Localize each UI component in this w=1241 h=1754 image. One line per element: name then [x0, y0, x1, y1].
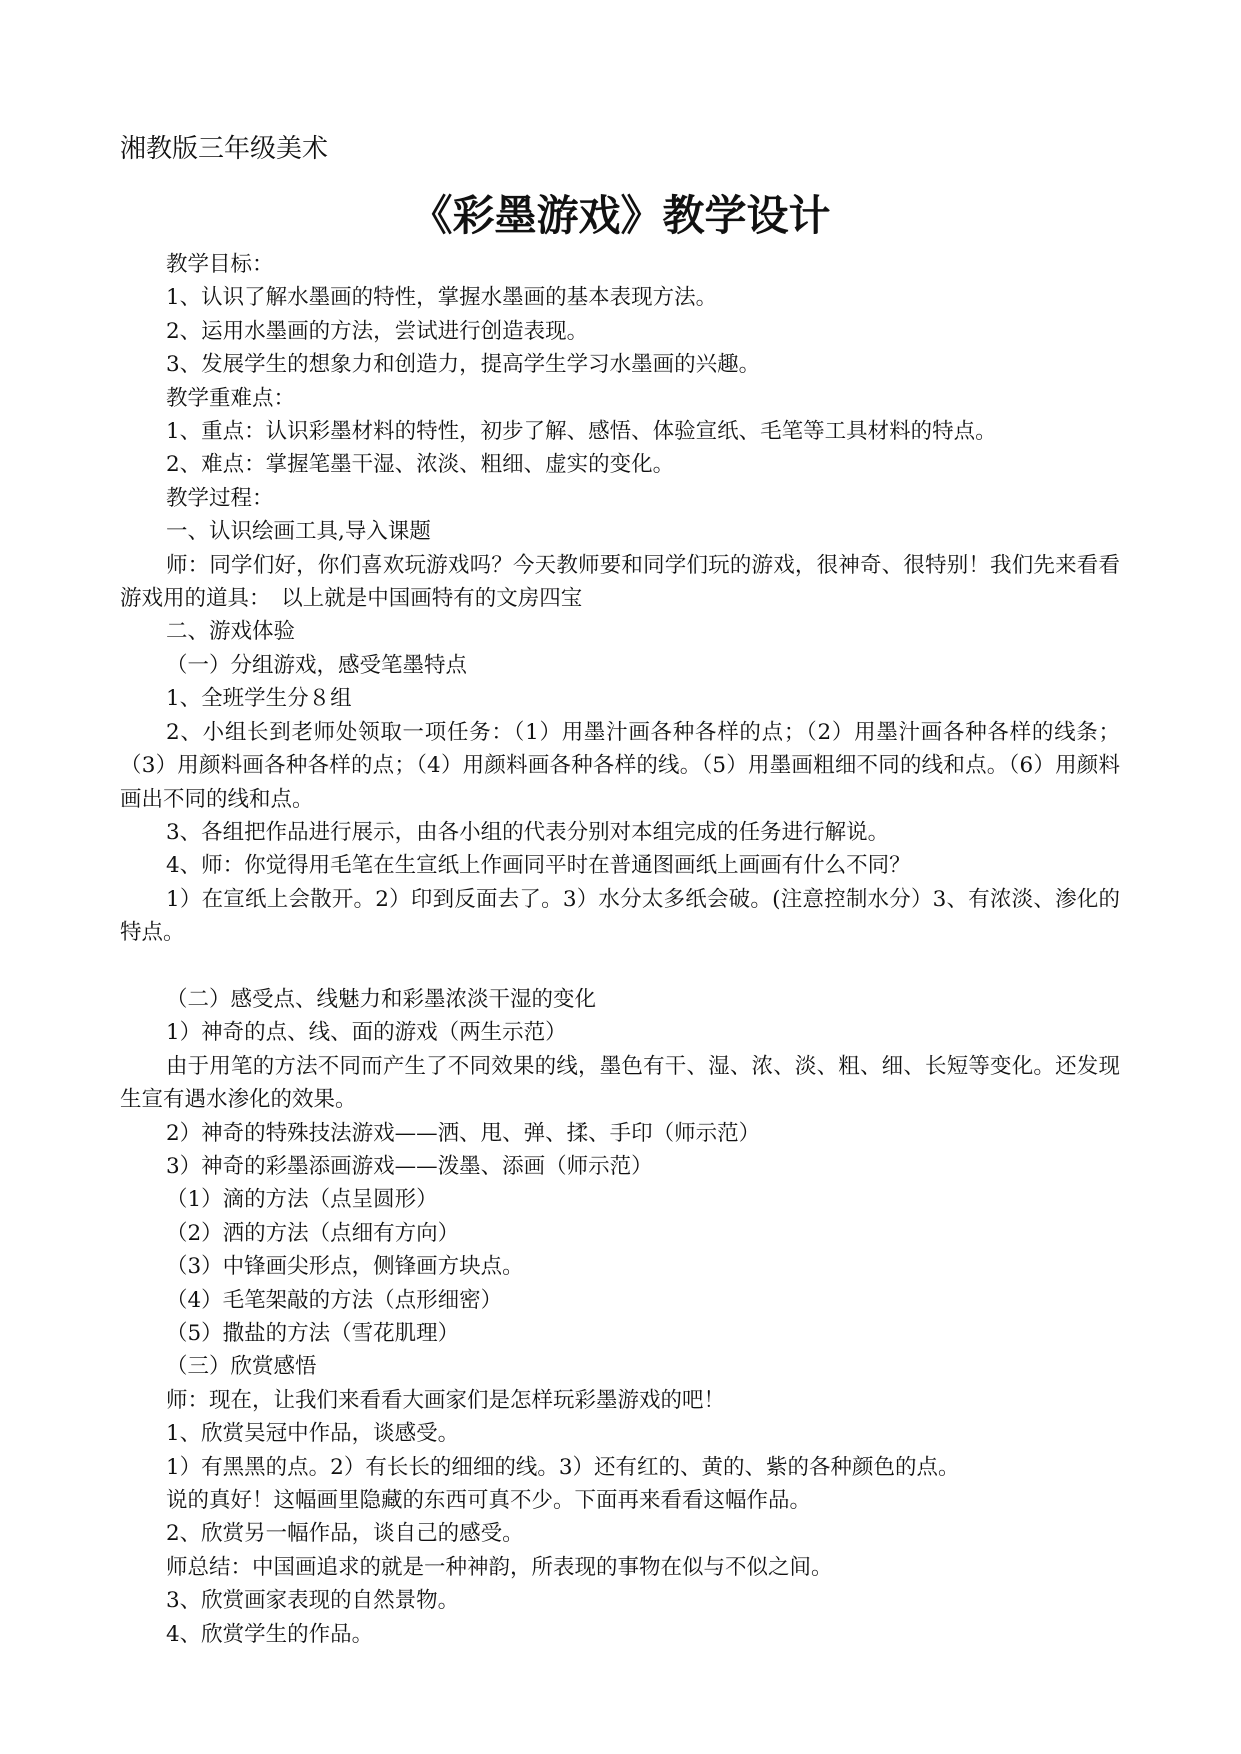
- heading-teaching-process: 教学过程：: [166, 485, 274, 511]
- step-item: 师总结：中国画追求的就是一种神韵，所表现的事物在似与不似之间。: [166, 1554, 833, 1580]
- paragraph: 师：同学们好，你们喜欢玩游戏吗？今天教师要和同学们玩的游戏，很神奇、很特别！我们先来看看游戏用的道具： 以上就是中国画特有的文房四宝: [120, 552, 1120, 612]
- step-item: 1、欣赏吴冠中作品，谈感受。: [166, 1421, 460, 1447]
- step-item: 3、各组把作品进行展示，由各小组的代表分别对本组完成的任务进行解说。: [166, 819, 890, 845]
- goal-item: 1、认识了解水墨画的特性，掌握水墨画的基本表现方法。: [166, 285, 718, 311]
- step-item: 1、全班学生分８组: [166, 686, 352, 712]
- subsection-heading: （二）感受点、线魅力和彩墨浓淡干湿的变化: [166, 986, 597, 1012]
- step-item: 1）神奇的点、线、面的游戏（两生示范）: [166, 1020, 567, 1046]
- subsection-heading: （一）分组游戏，感受笔墨特点: [166, 652, 468, 678]
- step-item: 1）有黑黑的点。2）有长长的细细的线。3）还有红的、黄的、紫的各种颜色的点。: [166, 1454, 960, 1480]
- key-point-item: 1、重点：认识彩墨材料的特性，初步了解、感悟、体验宣纸、毛笔等工具材料的特点。: [166, 419, 997, 445]
- section-heading: 一、认识绘画工具,导入课题: [166, 519, 431, 545]
- method-item: （2）洒的方法（点细有方向）: [166, 1220, 460, 1246]
- paragraph: 2、小组长到老师处领取一项任务：（1）用墨汁画各种各样的点；（2）用墨汁画各种各样的线条；（3）用颜料画各种各样的点；（4）用颜料画各种各样的线。（5）用墨画粗细不同的线和点。（6）用颜料画出不同的线和点。: [120, 719, 1120, 812]
- method-item: （3）中锋画尖形点，侧锋画方块点。: [166, 1254, 524, 1280]
- paragraph: 由于用笔的方法不同而产生了不同效果的线，墨色有干、湿、浓、淡、粗、细、长短等变化。还发现生宣有遇水渗化的效果。: [120, 1053, 1120, 1113]
- method-item: （4）毛笔架敲的方法（点形细密）: [166, 1287, 503, 1313]
- goal-item: 3、发展学生的想象力和创造力，提高学生学习水墨画的兴趣。: [166, 352, 761, 378]
- document-title: 《彩墨游戏》教学设计: [410, 191, 831, 240]
- paragraph: 1）在宣纸上会散开。2）印到反面去了。3）水分太多纸会破。(注意控制水分）3、有浓淡、渗化的特点。: [120, 886, 1120, 946]
- step-item: 3）神奇的彩墨添画游戏——泼墨、添画（师示范）: [166, 1153, 653, 1179]
- section-heading: 二、游戏体验: [166, 619, 296, 645]
- step-item: 2、欣赏另一幅作品，谈自己的感受。: [166, 1521, 524, 1547]
- method-item: （5）撒盐的方法（雪花肌理）: [166, 1320, 460, 1346]
- step-item: 4、师：你觉得用毛笔在生宣纸上作画同平时在普通图画纸上画画有什么不同？: [166, 853, 911, 879]
- step-item: 师：现在，让我们来看看大画家们是怎样玩彩墨游戏的吧！: [166, 1387, 726, 1413]
- document-body: [120, 248, 1120, 1651]
- step-item: 4、欣赏学生的作品。: [166, 1621, 374, 1647]
- heading-key-points: 教学重难点：: [166, 385, 296, 411]
- step-item: 3、欣赏画家表现的自然景物。: [166, 1588, 460, 1614]
- step-item: 说的真好！这幅画里隐藏的东西可真不少。下面再来看看这幅作品。: [166, 1488, 812, 1514]
- goal-item: 2、运用水墨画的方法，尝试进行创造表现。: [166, 318, 589, 344]
- key-point-item: 2、难点：掌握笔墨干湿、浓淡、粗细、虚实的变化。: [166, 452, 675, 478]
- blank-line: [120, 950, 1120, 983]
- subject-line: 湘教版三年级美术: [120, 134, 329, 164]
- heading-teaching-goals: 教学目标：: [166, 252, 274, 277]
- step-item: 2）神奇的特殊技法游戏——洒、甩、弹、揉、手印（师示范）: [166, 1120, 761, 1146]
- subsection-heading: （三）欣赏感悟: [166, 1354, 317, 1380]
- method-item: （1）滴的方法（点呈圆形）: [166, 1187, 438, 1213]
